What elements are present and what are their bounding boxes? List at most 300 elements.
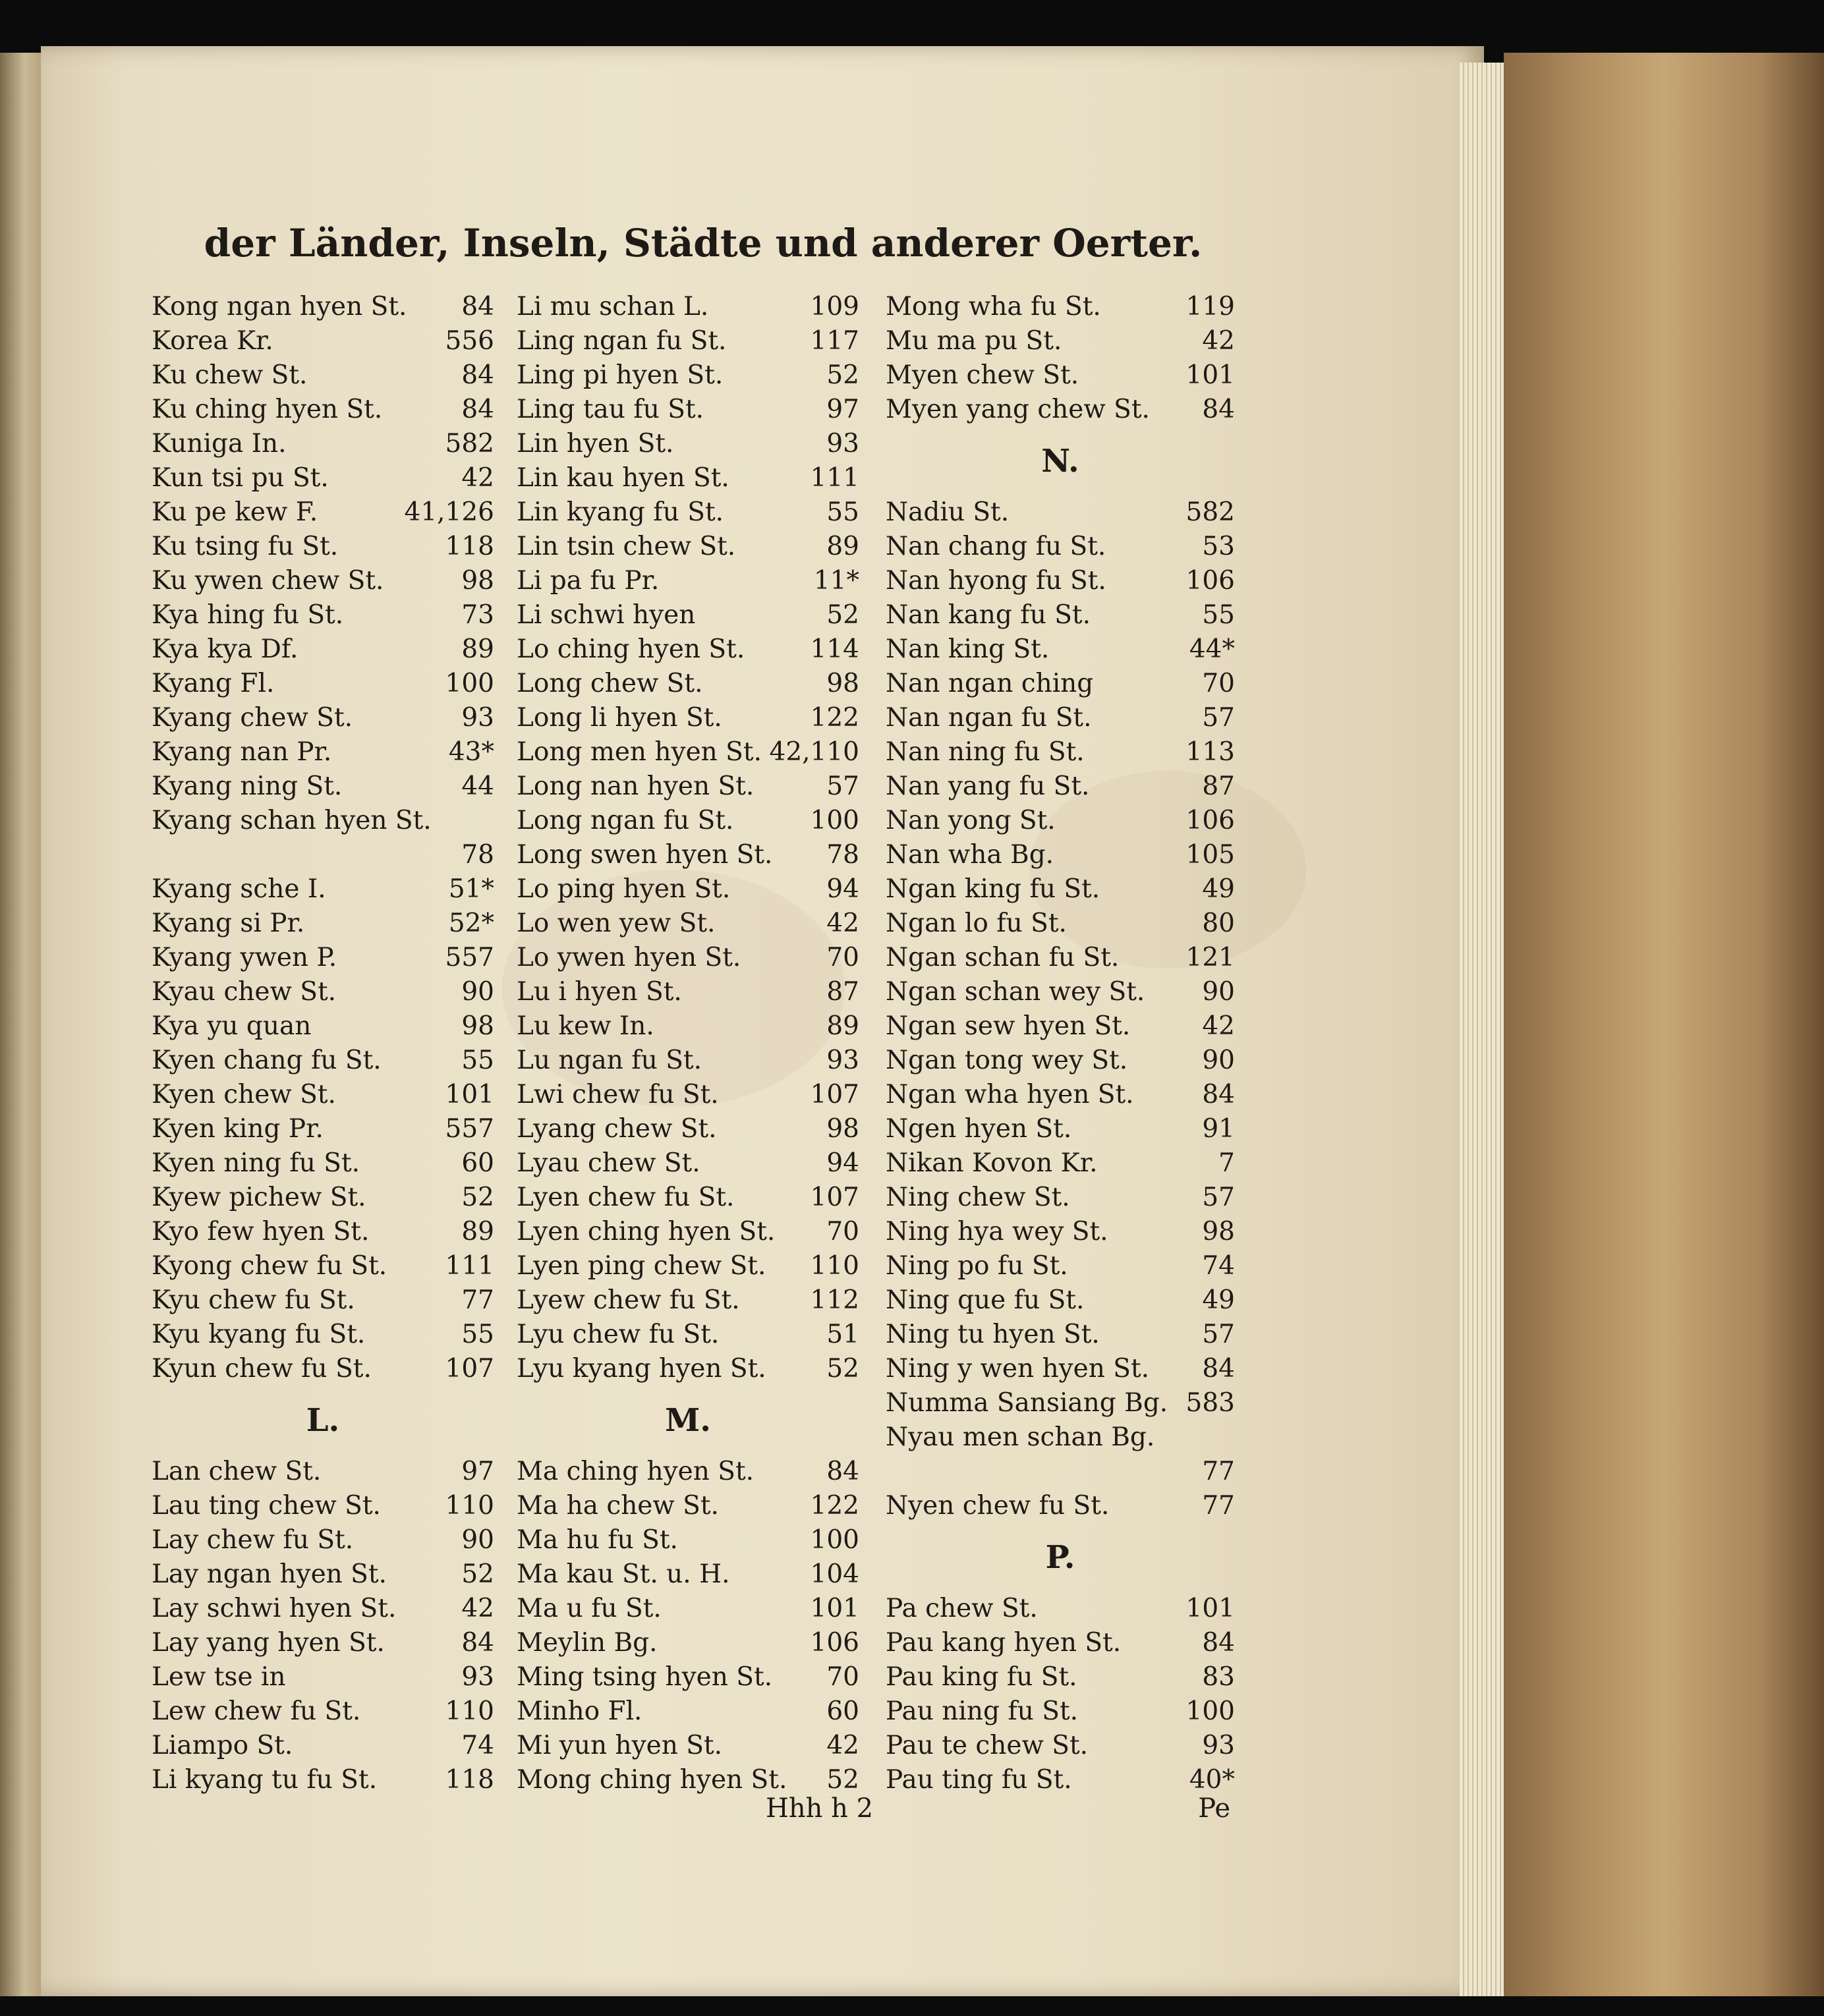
entry-name: Nyen chew fu St.	[886, 1491, 1110, 1521]
entry-name: Ma u fu St.	[517, 1594, 662, 1623]
entry-page-number: 84	[1202, 1080, 1235, 1109]
entry-name: Lu i hyen St.	[517, 977, 682, 1007]
index-column-3	[886, 290, 1235, 1797]
index-entry	[152, 1455, 494, 1489]
index-entry	[517, 804, 859, 838]
entry-name: Ling tau fu St.	[517, 395, 704, 424]
index-entry	[886, 1078, 1235, 1112]
entry-page-number: 42	[461, 1594, 494, 1623]
entry-page-number: 110	[810, 1251, 859, 1281]
index-entry	[886, 632, 1235, 667]
entry-name: Ku tsing fu St.	[152, 532, 339, 561]
section-letter: P.	[1045, 1539, 1075, 1576]
index-entry	[886, 1694, 1235, 1729]
index-entry	[517, 1181, 859, 1215]
entry-name: Kyang nan Pr.	[152, 737, 332, 767]
index-column-2	[517, 290, 859, 1797]
entry-page-number: 119	[1185, 292, 1235, 322]
index-entry	[517, 941, 859, 975]
index-entry	[517, 1352, 859, 1386]
index-entry	[517, 701, 859, 735]
entry-name: Pa chew St.	[886, 1594, 1038, 1623]
page-header: der Länder, Inseln, Städte und anderer Oerter.	[204, 221, 1203, 266]
entry-page-number: 101	[810, 1594, 859, 1623]
entry-page-number: 107	[445, 1354, 494, 1384]
entry-name: Numma Sansiang Bg.	[886, 1388, 1168, 1418]
entry-page-number: 49	[1202, 1285, 1235, 1315]
entry-name: Nikan Kovon Kr.	[886, 1148, 1098, 1178]
entry-page-number: 60	[826, 1696, 859, 1726]
entry-page-number: 57	[1202, 1320, 1235, 1349]
entry-page-number: 78	[461, 840, 494, 870]
entry-page-number: 557	[445, 1114, 494, 1144]
index-entry	[517, 530, 859, 564]
index-entry	[152, 1146, 494, 1181]
index-entry	[152, 530, 494, 564]
index-entry	[886, 701, 1235, 735]
entry-name: Ngan king fu St.	[886, 874, 1100, 904]
index-entry	[886, 1044, 1235, 1078]
entry-page-number: 98	[826, 1114, 859, 1144]
entry-page-number: 118	[445, 1765, 494, 1795]
index-entry	[886, 1352, 1235, 1386]
index-entry	[886, 770, 1235, 804]
entry-page-number: 55	[461, 1320, 494, 1349]
entry-page-number: 101	[1185, 1594, 1235, 1623]
index-entry	[886, 872, 1235, 907]
index-entry	[886, 804, 1235, 838]
entry-name: Nan ngan fu St.	[886, 703, 1092, 733]
entry-name: Lau ting chew St.	[152, 1491, 381, 1521]
entry-page-number: 55	[1202, 600, 1235, 630]
index-entry	[886, 1249, 1235, 1283]
entry-page-number: 77	[1202, 1491, 1235, 1521]
entry-page-number: 52	[826, 600, 859, 630]
signature-mark: Hhh h 2	[766, 1793, 874, 1824]
entry-page-number: 42	[1202, 326, 1235, 356]
entry-name: Myen chew St.	[886, 360, 1079, 390]
entry-page-number: 55	[826, 497, 859, 527]
index-entry	[886, 530, 1235, 564]
entry-name: Kyang si Pr.	[152, 909, 305, 938]
index-entry	[517, 1489, 859, 1523]
entry-name: Lan chew St.	[152, 1457, 322, 1486]
entry-name: Long ngan fu St.	[517, 806, 734, 835]
index-entry	[886, 735, 1235, 770]
entry-name: Nan chang fu St.	[886, 532, 1106, 561]
index-entry	[517, 872, 859, 907]
book-cover	[1504, 53, 1824, 1996]
index-entry	[517, 632, 859, 667]
index-entry	[152, 393, 494, 427]
entry-page-number: 98	[461, 1011, 494, 1041]
entry-page-number: 100	[810, 1525, 859, 1555]
entry-name: Minho Fl.	[517, 1696, 642, 1726]
section-letter: N.	[1041, 443, 1079, 480]
index-entry	[886, 495, 1235, 530]
entry-name: Ngan schan fu St.	[886, 943, 1120, 972]
entry-name: Pau te chew St.	[886, 1731, 1089, 1760]
entry-name: Meylin Bg.	[517, 1628, 658, 1658]
entry-page-number: 121	[1185, 943, 1235, 972]
entry-name: Ning tu hyen St.	[886, 1320, 1100, 1349]
index-entry	[886, 358, 1235, 393]
entry-page-number: 52	[826, 1765, 859, 1795]
entry-page-number: 122	[810, 1491, 859, 1521]
entry-name: Lay yang hyen St.	[152, 1628, 385, 1658]
index-entry	[517, 1694, 859, 1729]
entry-name: Kun tsi pu St.	[152, 463, 329, 493]
entry-name: Ku pe kew F.	[152, 497, 318, 527]
index-entry	[517, 427, 859, 461]
index-entry	[152, 735, 494, 770]
entry-page-number: 106	[1185, 566, 1235, 596]
entry-name: Ning y wen hyen St.	[886, 1354, 1150, 1384]
entry-page-number: 89	[826, 1011, 859, 1041]
entry-page-number: 93	[826, 1046, 859, 1075]
entry-name: Kya yu quan	[152, 1011, 312, 1041]
index-entry	[886, 907, 1235, 941]
index-entry	[152, 941, 494, 975]
entry-name: Lo wen yew St.	[517, 909, 716, 938]
entry-name: Nan hyong fu St.	[886, 566, 1106, 596]
index-entry	[886, 1626, 1235, 1660]
entry-page-number: 57	[1202, 703, 1235, 733]
index-entry	[152, 907, 494, 941]
index-entry	[152, 1112, 494, 1146]
entry-page-number: 90	[461, 1525, 494, 1555]
entry-page-number: 100	[1185, 1696, 1235, 1726]
index-entry	[517, 1660, 859, 1694]
entry-page-number: 107	[810, 1183, 859, 1212]
index-entry	[517, 1215, 859, 1249]
entry-name: Kyo few hyen St.	[152, 1217, 370, 1246]
entry-name: Long nan hyen St.	[517, 771, 755, 801]
entry-page-number: 41,126	[404, 497, 494, 527]
index-entry	[517, 564, 859, 598]
entry-page-number: 90	[1202, 1046, 1235, 1075]
entry-page-number: 83	[1202, 1662, 1235, 1692]
index-entry	[152, 1044, 494, 1078]
entry-page-number: 582	[1185, 497, 1235, 527]
entry-page-number: 70	[1202, 669, 1235, 698]
entry-page-number: 7	[1218, 1148, 1235, 1178]
entry-page-number: 89	[826, 532, 859, 561]
entry-name: Ngen hyen St.	[886, 1114, 1072, 1144]
index-entry	[886, 1181, 1235, 1215]
index-entry	[152, 975, 494, 1009]
entry-name: Lu ngan fu St.	[517, 1046, 702, 1075]
entry-name: Kong ngan hyen St.	[152, 292, 407, 322]
index-entry	[517, 1009, 859, 1044]
entry-name: Nan ning fu St.	[886, 737, 1085, 767]
index-entry	[152, 564, 494, 598]
index-entry	[152, 1318, 494, 1352]
entry-name: Long li hyen St.	[517, 703, 722, 733]
entry-name: Pau ning fu St.	[886, 1696, 1079, 1726]
index-entry	[152, 1729, 494, 1763]
entry-page-number: 93	[461, 703, 494, 733]
entry-name: Nan ngan ching	[886, 669, 1094, 698]
index-entry	[517, 1044, 859, 1078]
entry-page-number: 42,110	[769, 737, 859, 767]
entry-name: Nadiu St.	[886, 497, 1010, 527]
entry-name: Lay chew fu St.	[152, 1525, 354, 1555]
entry-name: Ming tsing hyen St.	[517, 1662, 773, 1692]
index-entry	[517, 1455, 859, 1489]
entry-name: Lu kew In.	[517, 1011, 654, 1041]
entry-page-number: 113	[1185, 737, 1235, 767]
index-entry	[886, 1318, 1235, 1352]
index-entry	[886, 564, 1235, 598]
entry-name: Li kyang tu fu St.	[152, 1765, 378, 1795]
entry-name: Ngan wha hyen St.	[886, 1080, 1134, 1109]
entry-name: Lay schwi hyen St.	[152, 1594, 397, 1623]
entry-name: Lay ngan hyen St.	[152, 1559, 387, 1589]
index-entry	[152, 358, 494, 393]
entry-page-number: 97	[826, 395, 859, 424]
index-entry	[152, 632, 494, 667]
entry-name: Lo ping hyen St.	[517, 874, 731, 904]
entry-page-number: 43*	[448, 737, 494, 767]
entry-page-number: 90	[461, 977, 494, 1007]
index-entry	[517, 1283, 859, 1318]
index-entry	[517, 1318, 859, 1352]
section-letter: L.	[306, 1402, 340, 1439]
entry-name: Kyang Fl.	[152, 669, 275, 698]
index-entry	[517, 1249, 859, 1283]
index-entry	[517, 358, 859, 393]
entry-page-number: 556	[445, 326, 494, 356]
index-entry	[886, 975, 1235, 1009]
entry-page-number: 101	[445, 1080, 494, 1109]
index-entry	[152, 1009, 494, 1044]
entry-name: Lo ching hyen St.	[517, 634, 745, 664]
entry-page-number: 42	[1202, 1011, 1235, 1041]
index-entry	[886, 838, 1235, 872]
index-entry	[886, 324, 1235, 358]
entry-page-number: 44*	[1189, 634, 1235, 664]
entry-name: Pau king fu St.	[886, 1662, 1077, 1692]
entry-page-number: 40*	[1189, 1765, 1235, 1795]
entry-name: Ku chew St.	[152, 360, 308, 390]
index-entry	[152, 1283, 494, 1318]
entry-name: Lyen ping chew St.	[517, 1251, 766, 1281]
entry-page-number: 70	[826, 1662, 859, 1692]
entry-name: Kyen king Pr.	[152, 1114, 324, 1144]
index-entry	[517, 1592, 859, 1626]
entry-page-number: 89	[461, 1217, 494, 1246]
index-entry	[152, 461, 494, 495]
entry-name: Kya kya Df.	[152, 634, 299, 664]
index-entry	[152, 872, 494, 907]
index-entry	[152, 667, 494, 701]
entry-page-number: 105	[1185, 840, 1235, 870]
entry-page-number: 112	[810, 1285, 859, 1315]
index-entry	[152, 1181, 494, 1215]
entry-name: Lyang chew St.	[517, 1114, 717, 1144]
index-entry	[152, 804, 494, 838]
index-entry	[517, 1078, 859, 1112]
entry-page-number: 84	[461, 1628, 494, 1658]
entry-name: Nan yang fu St.	[886, 771, 1090, 801]
entry-page-number: 117	[810, 326, 859, 356]
entry-page-number: 70	[826, 1217, 859, 1246]
index-entry	[517, 1112, 859, 1146]
index-entry	[886, 667, 1235, 701]
facing-page-edge	[0, 53, 41, 1996]
entry-name: Ngan schan wey St.	[886, 977, 1145, 1007]
entry-page-number: 52	[461, 1559, 494, 1589]
entry-name: Kyen chang fu St.	[152, 1046, 382, 1075]
entry-name: Ning que fu St.	[886, 1285, 1085, 1315]
entry-name: Korea Kr.	[152, 326, 273, 356]
entry-page-number: 84	[461, 395, 494, 424]
entry-page-number: 52	[461, 1183, 494, 1212]
entry-name: Li pa fu Pr.	[517, 566, 660, 596]
entry-page-number: 106	[1185, 806, 1235, 835]
index-entry	[152, 1626, 494, 1660]
entry-name: Ngan sew hyen St.	[886, 1011, 1131, 1041]
entry-page-number: 44	[461, 771, 494, 801]
entry-page-number: 80	[1202, 909, 1235, 938]
index-entry	[517, 1626, 859, 1660]
index-entry	[517, 598, 859, 632]
entry-page-number: 101	[1185, 360, 1235, 390]
entry-page-number: 74	[1202, 1251, 1235, 1281]
entry-name: Ngan lo fu St.	[886, 909, 1067, 938]
index-entry	[152, 427, 494, 461]
entry-name: Kyu chew fu St.	[152, 1285, 355, 1315]
index-entry	[152, 1557, 494, 1592]
entry-name: Liampo St.	[152, 1731, 293, 1760]
entry-page-number: 583	[1185, 1388, 1235, 1418]
index-entry	[886, 1386, 1235, 1420]
index-entry	[886, 1420, 1235, 1455]
index-entry	[517, 975, 859, 1009]
index-entry	[517, 324, 859, 358]
entry-name: Ma kau St. u. H.	[517, 1559, 730, 1589]
index-entry	[886, 393, 1235, 427]
entry-name: Ma ha chew St.	[517, 1491, 719, 1521]
index-entry	[517, 290, 859, 324]
entry-name: Mu ma pu St.	[886, 326, 1062, 356]
entry-page-number: 98	[826, 669, 859, 698]
entry-name: Nan king St.	[886, 634, 1050, 664]
index-entry	[886, 1009, 1235, 1044]
index-entry	[886, 1729, 1235, 1763]
entry-page-number: 55	[461, 1046, 494, 1075]
index-entry	[152, 598, 494, 632]
entry-page-number: 94	[826, 1148, 859, 1178]
entry-page-number: 84	[1202, 395, 1235, 424]
index-entry	[517, 1146, 859, 1181]
index-entry	[886, 1489, 1235, 1523]
entry-page-number: 51*	[448, 874, 494, 904]
entry-page-number: 60	[461, 1148, 494, 1178]
entry-name: Mi yun hyen St.	[517, 1731, 722, 1760]
index-entry	[886, 290, 1235, 324]
entry-name: Nan wha Bg.	[886, 840, 1054, 870]
entry-name: Ma hu fu St.	[517, 1525, 678, 1555]
entry-name: Lyen chew fu St.	[517, 1183, 735, 1212]
index-entry	[152, 290, 494, 324]
index-entry	[517, 838, 859, 872]
entry-page-number: 89	[461, 634, 494, 664]
entry-page-number: 94	[826, 874, 859, 904]
index-entry	[517, 495, 859, 530]
entry-name: Myen yang chew St.	[886, 395, 1150, 424]
index-entry	[152, 1592, 494, 1626]
index-entry	[886, 1455, 1235, 1489]
index-entry	[517, 735, 859, 770]
entry-name: Lyau chew St.	[517, 1148, 700, 1178]
entry-page-number: 93	[461, 1662, 494, 1692]
entry-name: Lyu chew fu St.	[517, 1320, 720, 1349]
index-entry	[517, 667, 859, 701]
entry-name: Lin tsin chew St.	[517, 532, 736, 561]
entry-name: Ma ching hyen St.	[517, 1457, 755, 1486]
index-entry	[152, 1489, 494, 1523]
entry-name: Pau ting fu St.	[886, 1765, 1072, 1795]
entry-name: Nan kang fu St.	[886, 600, 1091, 630]
entry-page-number: 52	[826, 1354, 859, 1384]
entry-page-number: 77	[1202, 1457, 1235, 1486]
entry-name: Kyang ywen P.	[152, 943, 337, 972]
entry-name: Kya hing fu St.	[152, 600, 344, 630]
entry-name: Lin kau hyen St.	[517, 463, 729, 493]
entry-page-number: 93	[1202, 1731, 1235, 1760]
index-entry	[152, 1215, 494, 1249]
entry-name: Lyu kyang hyen St.	[517, 1354, 766, 1384]
entry-page-number: 49	[1202, 874, 1235, 904]
entry-page-number: 84	[826, 1457, 859, 1486]
entry-page-number: 110	[445, 1491, 494, 1521]
entry-page-number: 53	[1202, 532, 1235, 561]
index-entry	[152, 1660, 494, 1694]
entry-page-number: 98	[1202, 1217, 1235, 1246]
entry-name: Ling pi hyen St.	[517, 360, 724, 390]
entry-name: Lwi chew fu St.	[517, 1080, 719, 1109]
entry-name: Nyau men schan Bg.	[886, 1422, 1155, 1452]
index-entry	[886, 598, 1235, 632]
book-page	[41, 46, 1484, 1996]
entry-name: Kyu kyang fu St.	[152, 1320, 366, 1349]
index-entry	[886, 1660, 1235, 1694]
entry-name: Ku ching hyen St.	[152, 395, 383, 424]
index-entry	[517, 1557, 859, 1592]
entry-page-number: 122	[810, 703, 859, 733]
index-entry	[152, 1694, 494, 1729]
entry-page-number: 91	[1202, 1114, 1235, 1144]
entry-page-number: 98	[461, 566, 494, 596]
index-entry	[517, 1523, 859, 1557]
entry-page-number: 84	[1202, 1628, 1235, 1658]
index-entry	[152, 324, 494, 358]
entry-page-number: 109	[810, 292, 859, 322]
entry-page-number: 77	[461, 1285, 494, 1315]
entry-page-number: 90	[1202, 977, 1235, 1007]
entry-page-number: 110	[445, 1696, 494, 1726]
entry-page-number: 78	[826, 840, 859, 870]
index-column-1	[152, 290, 494, 1797]
entry-name: Kyang schan hyen St.	[152, 806, 432, 835]
index-entry	[152, 1249, 494, 1283]
entry-name: Ning po fu St.	[886, 1251, 1068, 1281]
entry-name: Lew chew fu St.	[152, 1696, 361, 1726]
entry-name: Kyew pichew St.	[152, 1183, 366, 1212]
entry-name: Nan yong St.	[886, 806, 1056, 835]
